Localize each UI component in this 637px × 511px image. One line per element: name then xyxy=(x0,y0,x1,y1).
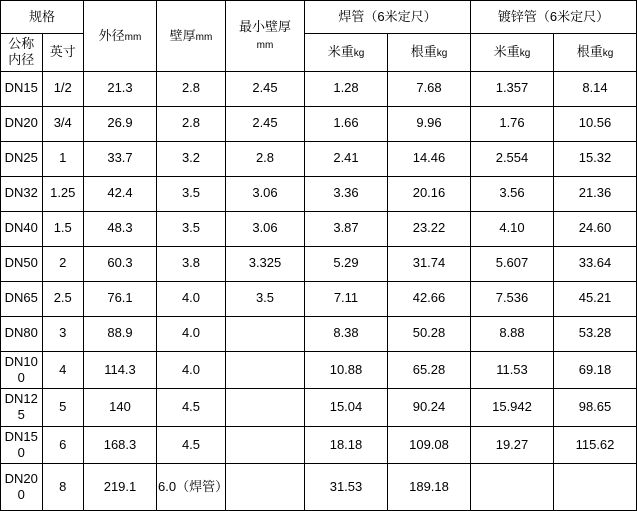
table-row xyxy=(1,176,637,211)
cell-outer-diameter: 114.3 xyxy=(84,351,157,389)
cell-wall-thickness: 4.5 xyxy=(157,389,226,427)
cell-min-wall-thickness: 2.45 xyxy=(226,71,305,106)
cell-nominal-diameter: DN32 xyxy=(1,176,43,211)
table-row xyxy=(1,246,637,281)
header-outer-diameter xyxy=(84,1,157,72)
cell-galvanized-root-weight: 53.28 xyxy=(554,316,637,351)
cell-outer-diameter: 42.4 xyxy=(84,176,157,211)
cell-galvanized-meter-weight: 2.554 xyxy=(471,141,554,176)
header-inch: 英寸 xyxy=(42,34,84,72)
cell-galvanized-root-weight: 21.36 xyxy=(554,176,637,211)
header-welded-root-weight-label: 根重 xyxy=(410,44,437,59)
header-outer-diameter-unit: mm xyxy=(124,31,142,43)
cell-galvanized-root-weight: 24.60 xyxy=(554,211,637,246)
cell-min-wall-thickness xyxy=(226,464,305,511)
cell-min-wall-thickness: 3.5 xyxy=(226,281,305,316)
cell-outer-diameter: 76.1 xyxy=(84,281,157,316)
cell-wall-thickness: 3.5 xyxy=(157,211,226,246)
cell-inch: 2.5 xyxy=(42,281,84,316)
cell-galvanized-meter-weight: 19.27 xyxy=(471,426,554,464)
cell-welded-meter-weight: 15.04 xyxy=(305,389,388,427)
cell-galvanized-root-weight: 98.65 xyxy=(554,389,637,427)
header-welded-pipe-group: 焊管（6米定尺） xyxy=(305,1,471,34)
cell-welded-meter-weight: 18.18 xyxy=(305,426,388,464)
cell-nominal-diameter: DN200 xyxy=(1,464,43,511)
cell-welded-root-weight: 7.68 xyxy=(388,71,471,106)
cell-outer-diameter: 88.9 xyxy=(84,316,157,351)
cell-galvanized-root-weight: 15.32 xyxy=(554,141,637,176)
table-row xyxy=(1,316,637,351)
cell-wall-thickness: 4.0 xyxy=(157,351,226,389)
table-row xyxy=(1,211,637,246)
cell-welded-meter-weight: 5.29 xyxy=(305,246,388,281)
cell-inch: 1.25 xyxy=(42,176,84,211)
cell-min-wall-thickness xyxy=(226,389,305,427)
header-spec-group: 规格 xyxy=(1,1,84,34)
header-galvanized-root-weight-unit: kg xyxy=(602,48,614,59)
cell-min-wall-thickness xyxy=(226,426,305,464)
cell-outer-diameter: 48.3 xyxy=(84,211,157,246)
cell-outer-diameter: 33.7 xyxy=(84,141,157,176)
cell-galvanized-root-weight: 8.14 xyxy=(554,71,637,106)
cell-min-wall-thickness: 3.325 xyxy=(226,246,305,281)
header-galvanized-meter-weight xyxy=(471,34,554,72)
cell-outer-diameter: 219.1 xyxy=(84,464,157,511)
cell-wall-thickness: 3.2 xyxy=(157,141,226,176)
cell-inch: 6 xyxy=(42,426,84,464)
cell-min-wall-thickness: 2.8 xyxy=(226,141,305,176)
cell-min-wall-thickness xyxy=(226,316,305,351)
cell-min-wall-thickness: 3.06 xyxy=(226,176,305,211)
cell-inch: 1.5 xyxy=(42,211,84,246)
cell-welded-root-weight: 20.16 xyxy=(388,176,471,211)
table-row xyxy=(1,426,637,464)
cell-welded-meter-weight: 31.53 xyxy=(305,464,388,511)
cell-welded-root-weight: 42.66 xyxy=(388,281,471,316)
header-outer-diameter-label: 外径 xyxy=(98,27,125,43)
cell-inch: 8 xyxy=(42,464,84,511)
cell-galvanized-meter-weight: 3.56 xyxy=(471,176,554,211)
cell-nominal-diameter: DN25 xyxy=(1,141,43,176)
cell-nominal-diameter: DN125 xyxy=(1,389,43,427)
cell-outer-diameter: 21.3 xyxy=(84,71,157,106)
cell-galvanized-meter-weight: 5.607 xyxy=(471,246,554,281)
cell-outer-diameter: 140 xyxy=(84,389,157,427)
header-welded-meter-weight-unit: kg xyxy=(353,48,365,59)
header-galvanized-pipe-group: 镀锌管（6米定尺） xyxy=(471,1,637,34)
header-welded-root-weight xyxy=(388,34,471,72)
cell-inch: 5 xyxy=(42,389,84,427)
header-welded-meter-weight xyxy=(305,34,388,72)
cell-outer-diameter: 26.9 xyxy=(84,106,157,141)
cell-galvanized-root-weight xyxy=(554,464,637,511)
cell-min-wall-thickness: 3.06 xyxy=(226,211,305,246)
cell-nominal-diameter: DN100 xyxy=(1,351,43,389)
header-min-wall-thickness-unit: mm xyxy=(256,39,274,51)
table-row xyxy=(1,389,637,427)
header-galvanized-meter-weight-label: 米重 xyxy=(493,44,520,59)
cell-nominal-diameter: DN65 xyxy=(1,281,43,316)
cell-welded-root-weight: 31.74 xyxy=(388,246,471,281)
cell-galvanized-meter-weight: 1.76 xyxy=(471,106,554,141)
cell-welded-root-weight: 50.28 xyxy=(388,316,471,351)
cell-inch: 3/4 xyxy=(42,106,84,141)
header-galvanized-root-weight xyxy=(554,34,637,72)
cell-welded-root-weight: 109.08 xyxy=(388,426,471,464)
table-row xyxy=(1,106,637,141)
cell-inch: 2 xyxy=(42,246,84,281)
cell-inch: 3 xyxy=(42,316,84,351)
cell-welded-root-weight: 9.96 xyxy=(388,106,471,141)
cell-galvanized-meter-weight: 11.53 xyxy=(471,351,554,389)
cell-wall-thickness: 4.0 xyxy=(157,281,226,316)
cell-galvanized-meter-weight: 4.10 xyxy=(471,211,554,246)
cell-welded-meter-weight: 2.41 xyxy=(305,141,388,176)
header-wall-thickness-unit: mm xyxy=(195,31,213,43)
cell-welded-root-weight: 65.28 xyxy=(388,351,471,389)
cell-nominal-diameter: DN40 xyxy=(1,211,43,246)
cell-min-wall-thickness xyxy=(226,351,305,389)
cell-galvanized-root-weight: 45.21 xyxy=(554,281,637,316)
cell-nominal-diameter: DN20 xyxy=(1,106,43,141)
cell-galvanized-root-weight: 115.62 xyxy=(554,426,637,464)
header-galvanized-root-weight-label: 根重 xyxy=(576,44,603,59)
cell-nominal-diameter: DN150 xyxy=(1,426,43,464)
cell-welded-meter-weight: 3.36 xyxy=(305,176,388,211)
header-nominal-diameter: 公称内径 xyxy=(1,34,43,72)
table-row xyxy=(1,71,637,106)
header-min-wall-thickness-label: 最小壁厚 xyxy=(238,19,291,35)
cell-wall-thickness: 4.0 xyxy=(157,316,226,351)
cell-welded-meter-weight: 8.38 xyxy=(305,316,388,351)
cell-galvanized-root-weight: 69.18 xyxy=(554,351,637,389)
cell-wall-thickness: 2.8 xyxy=(157,106,226,141)
cell-welded-root-weight: 90.24 xyxy=(388,389,471,427)
cell-galvanized-root-weight: 33.64 xyxy=(554,246,637,281)
cell-nominal-diameter: DN80 xyxy=(1,316,43,351)
cell-nominal-diameter: DN15 xyxy=(1,71,43,106)
cell-outer-diameter: 60.3 xyxy=(84,246,157,281)
cell-inch: 1 xyxy=(42,141,84,176)
table-header-row-1 xyxy=(1,1,637,34)
cell-wall-thickness: 4.5 xyxy=(157,426,226,464)
header-wall-thickness-label: 壁厚 xyxy=(169,27,196,43)
cell-galvanized-root-weight: 10.56 xyxy=(554,106,637,141)
header-wall-thickness xyxy=(157,1,226,72)
cell-welded-root-weight: 189.18 xyxy=(388,464,471,511)
cell-welded-meter-weight: 10.88 xyxy=(305,351,388,389)
cell-welded-root-weight: 23.22 xyxy=(388,211,471,246)
cell-galvanized-meter-weight: 7.536 xyxy=(471,281,554,316)
cell-galvanized-meter-weight: 15.942 xyxy=(471,389,554,427)
cell-inch: 4 xyxy=(42,351,84,389)
header-min-wall-thickness xyxy=(226,1,305,72)
cell-wall-thickness: 2.8 xyxy=(157,71,226,106)
cell-outer-diameter: 168.3 xyxy=(84,426,157,464)
header-welded-root-weight-unit: kg xyxy=(436,48,448,59)
cell-welded-meter-weight: 1.28 xyxy=(305,71,388,106)
cell-welded-meter-weight: 1.66 xyxy=(305,106,388,141)
table-row xyxy=(1,351,637,389)
cell-nominal-diameter: DN50 xyxy=(1,246,43,281)
header-galvanized-meter-weight-unit: kg xyxy=(519,48,531,59)
table-row xyxy=(1,281,637,316)
cell-wall-thickness: 3.8 xyxy=(157,246,226,281)
cell-galvanized-meter-weight: 1.357 xyxy=(471,71,554,106)
header-welded-meter-weight-label: 米重 xyxy=(327,44,354,59)
cell-galvanized-meter-weight: 8.88 xyxy=(471,316,554,351)
cell-galvanized-meter-weight xyxy=(471,464,554,511)
cell-min-wall-thickness: 2.45 xyxy=(226,106,305,141)
cell-inch: 1/2 xyxy=(42,71,84,106)
cell-wall-thickness: 3.5 xyxy=(157,176,226,211)
cell-wall-thickness: 6.0（焊管） xyxy=(157,464,226,511)
table-row xyxy=(1,464,637,511)
cell-welded-meter-weight: 3.87 xyxy=(305,211,388,246)
table-row xyxy=(1,141,637,176)
cell-welded-meter-weight: 7.11 xyxy=(305,281,388,316)
cell-welded-root-weight: 14.46 xyxy=(388,141,471,176)
